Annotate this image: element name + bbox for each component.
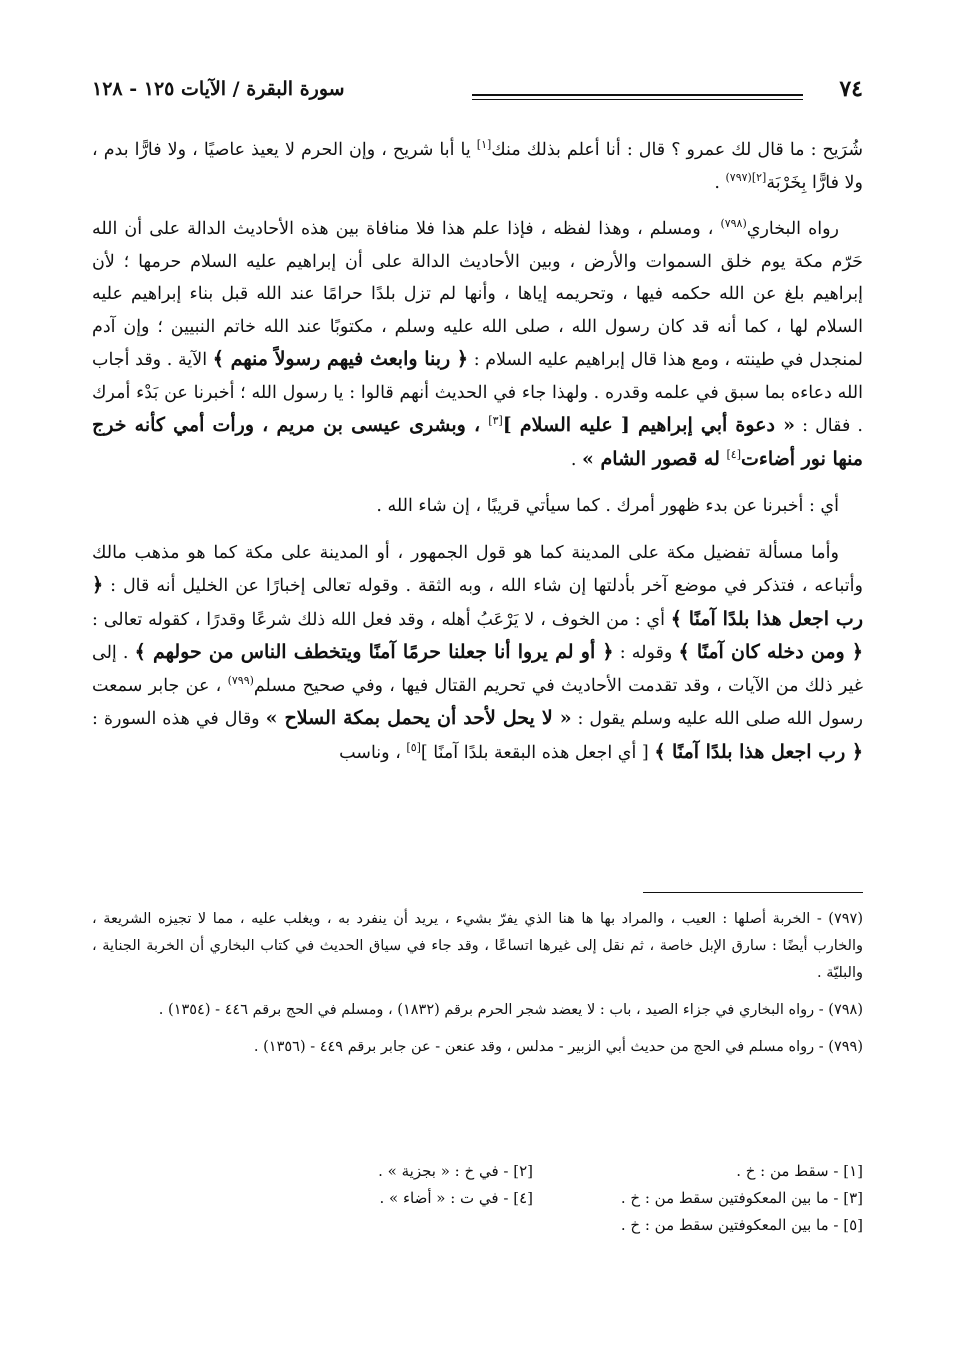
text-segment: شُرَيح : ما قال لك عمرو ؟ قال : أنا أعلم بذلك منك [491,140,863,160]
quran-quote: ﴿ رب اجعل هذا بلدًا آمنًا ﴾ [92,574,863,630]
text-segment: [ أي اجعل هذه البقعة بلدًا آمنًا ] [420,742,655,763]
quran-quote: ﴿ أو لم يروا أنا جعلنا حرمًا آمنًا ويتخطف الناس من حولهم ﴾ [134,641,614,663]
variant-note-1: [١] - سقط من : خ . [736,1162,863,1180]
text-segment: ، عن جابر سمعت رسول الله صلى الله عليه وسلم يقول : [92,675,863,729]
variant-note-2: [٢] - في خ : « بجزية » . [378,1162,533,1180]
note-ref: [٢](٧٩٧) [725,170,767,184]
hadith-quote: ، وبشرى عيسى بن مريم ، ورأت أمي كأنه خرج منها نور أضاءت [92,414,863,470]
quran-quote: ﴿ ربنا وابعث فيهم رسولاً منهم ﴾ [212,348,469,370]
paragraph-3 [92,490,863,523]
variant-row [92,1212,863,1239]
footnote-798: (٧٩٨) - رواه البخاري في جزاء الصيد ، باب : لا يعضد شجر الحرم برقم (١٨٣٢) ، ومسلم في الحج برقم ٤٤٦ - (١٣٥٤) . [158,1002,863,1018]
variant-row [92,1158,863,1185]
paragraph-4 [92,537,863,770]
footnote-799: (٧٩٩) - رواه مسلم في الحج من حديث أبي الزبير - مدلس ، وقد عنعن - عن جابر برقم ٤٤٩ - (١٣٥٦) . [253,1039,863,1055]
running-title: سورة البقرة / الآيات ١٢٥ - ١٢٨ [92,78,345,100]
text-segment: . [714,172,726,193]
page-header [92,72,863,112]
main-text [92,134,863,783]
hadith-quote: « لا يحل لأحد أن يحمل بمكة السلاح » [265,707,572,729]
quran-quote: ﴿ ومن دخله كان آمنًا ﴾ [678,641,864,663]
variant-note-3: [٣] - ما بين المعكوفتين سقط من : خ . [620,1189,863,1207]
paragraph-1 [92,134,863,199]
variant-note-empty [233,1212,533,1239]
footnote-797: (٧٩٧) - الخربة أصلها : العيب ، والمراد بها ها هنا الذي يفرّ بشيء ، يريد أن ينفرد به ، ويغلب عليه ، مما لا تجيزه الشريعة ، والخارب أيضًا : سارق الإبل خاصة ، ثم نقل إلى غيرها اتساعًا ، وقد جاء في سياق الحديث في كتاب البخاري أن الخربة الجناية ، والبليّة . [92,911,863,981]
variant-note-5: [٥] - ما بين المعكوفتين سقط من : خ . [620,1216,863,1234]
note-ref: (٧٩٨) [720,217,747,231]
variant-note-4: [٤] - في ت : « أضاء » . [379,1189,533,1207]
paragraph-2 [92,213,863,476]
text-segment: . [570,449,583,470]
quran-quote: ﴿ رب اجعل هذا بلدًا آمنًا ﴾ [654,740,863,763]
variant-row [92,1185,863,1212]
note-ref: [١] [476,138,492,152]
hadith-quote: « دعوة أبي إبراهيم [ عليه السلام ] [502,414,795,436]
footnotes [92,906,863,1071]
note-ref: [٣] [488,414,503,428]
note-ref: [٥] [406,740,421,754]
text-segment: ، وناسب [339,742,407,763]
text-segment: أي : من الخوف ، لا يَرْعَبُ أهله ، وقد فعل الله ذلك شرعًا وقدرًا ، كقوله تعالى : [92,609,671,630]
text-segment: رواه البخاري [746,219,840,239]
footnote-rule [643,892,863,893]
hadith-quote: له قصور الشام » [582,447,727,470]
header-rule [472,94,803,100]
text-segment: يا أبا شريح ، وإن الحرم لا يعيذ عاصيًا ، ولا فارًّا بدم ، ولا فارًّا بِخَرْبَة [92,140,863,193]
text-segment: أي : أخبرنا عن بدء ظهور أمرك . كما سيأتي قريبًا ، إن شاء الله . [376,496,839,516]
manuscript-variants [92,1158,863,1239]
note-ref: [٤] [726,447,741,461]
text-segment: ، ومسلم ، وهذا لفظه ، فإذا علم هذا فلا منافاة بين هذه الأحاديث الدالة على أن الله حَرّم مكة يوم خلق السموات والأرض ، وبين الأحاديث الدالة على أن إبراهيم عليه السلام حرمها ؛ لأن إبراهيم بلغ عن الله حكمه فيها ، وتحريمه إياها ، وأنها لم تزل بلدًا حرامًا عند الله قبل بناء إبراهيم عليه السلام لها ، كما أنه قد كان رسول الله ، صلى الله عليه وسلم ، مكتوبًا عند الله خاتم النبيين ؛ وإن آدم لمنجدل في طينته ، ومع هذا قال إبراهيم عليه السلام : [92,219,863,370]
text-segment: وقال في هذه السورة : [92,709,266,729]
text-segment: وقوله : [613,643,679,663]
text-segment: وأما مسألة تفضيل مكة على المدينة كما هو قول الجمهور ، أو المدينة على مكة كما هو مذهب مالك وأتباعه ، فتذكر في موضع آخر بأدلتها إن شاء الله ، وبه الثقة . وقوله تعالى إخبارًا عن الخليل أنه قال : [92,542,863,596]
text-segment: . إلى غير ذلك من الآيات ، وقد تقدمت الأحاديث في تحريم القتال فيها ، وفي صحيح مسلم [92,643,863,696]
page-number: ٧٤ [839,76,863,102]
note-ref: (٧٩٩) [227,673,254,687]
text-segment: الآية . وقد أجاب الله دعاءه بما سبق في علمه وقدره . ولهذا جاء في الحديث أنهم قالوا : يا رسول الله ؛ أخبرنا عن بَدْء أمرك . فقال : [92,350,863,436]
